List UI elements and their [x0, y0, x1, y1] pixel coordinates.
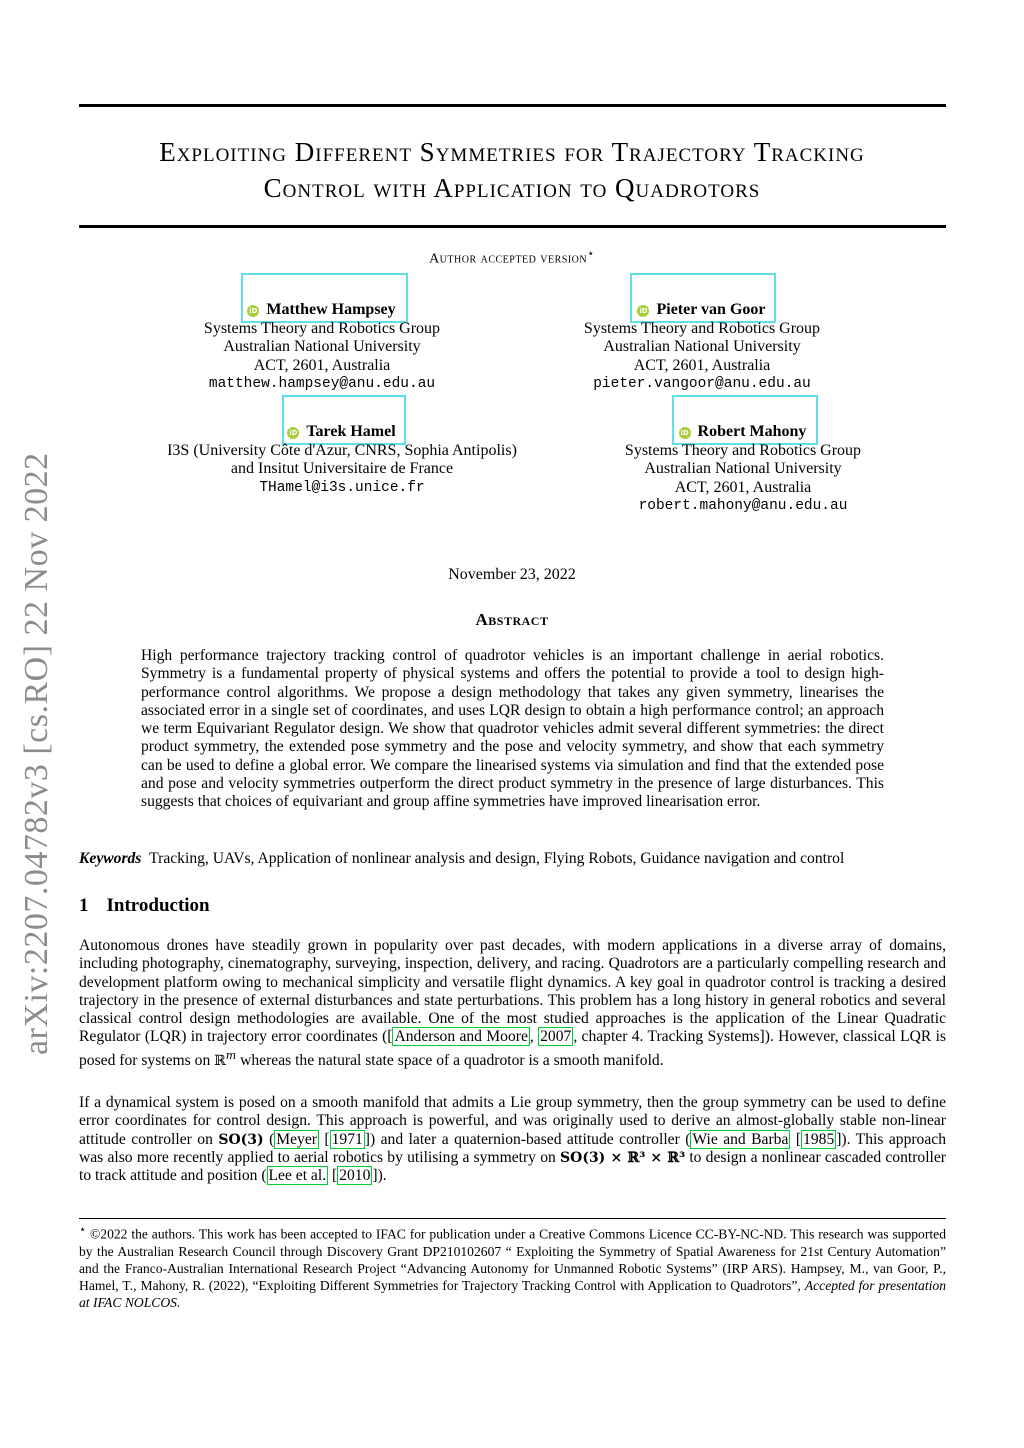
math-exponent: m	[225, 1048, 237, 1062]
author-affiliation: ACT, 2601, Australia	[633, 356, 771, 374]
footnote	[79, 1222, 946, 1312]
citation-year-link[interactable]: 2010	[339, 1167, 371, 1185]
keywords-label: Keywords	[79, 850, 142, 867]
orcid-icon[interactable]: iD	[289, 429, 298, 437]
author-email[interactable]: pieter.vangoor@anu.edu.au	[593, 376, 811, 392]
author-block-mahony	[571, 423, 915, 516]
citation-year-link[interactable]: 1985	[803, 1130, 835, 1148]
author-email[interactable]: THamel@i3s.unice.fr	[259, 479, 425, 496]
author-block-van-goor	[530, 301, 874, 394]
citation-year-link[interactable]: 2007	[540, 1028, 572, 1046]
author-affiliation: ACT, 2601, Australia	[253, 356, 391, 374]
author-name[interactable]: Matthew Hampsey	[266, 301, 396, 318]
paragraph-text: , chapter 4. Tracking Systems]). However, classical LQR is posed for systems on	[79, 1028, 946, 1069]
author-block-hamel	[122, 423, 562, 497]
citation-link[interactable]: Wie and Barba	[692, 1130, 789, 1148]
paragraph-text: whereas the natural state space of a quadrotor is a smooth manifold.	[236, 1051, 664, 1069]
citation-year-link[interactable]: 1971	[331, 1130, 363, 1148]
citation-link[interactable]: Meyer	[276, 1130, 317, 1148]
arxiv-stamp: arXiv:2207.04782v3 [cs.RO] 22 Nov 2022	[18, 452, 55, 1055]
author-affiliation: I3S (University Côte d'Azur, CNRS, Sophia Antipolis)	[167, 441, 517, 459]
author-name[interactable]: Pieter van Goor	[656, 301, 766, 318]
footnote-text: ©2022 the authors. This work has been accepted to IFAC for publication under a Creative Commons Licence CC-BY-NC-ND. This research was supported by the Australian Research Council through Discovery Grant DP210102607 “ Exploiting the Symmetry of Spatial Awareness for 21st Century Automation” and the Franco-Australian International Research Project “Advancing Autonomy for Unmanned Robotic Systems” (IRP ARS). Hampsey, M., van Goor, P., Hamel, T., Mahony, R. (2022), “Exploiting Different Symmetries for Trajectory Tracking Control with Application to Quadrotors”,	[79, 1226, 946, 1294]
math-so3: SO(3)	[218, 1131, 264, 1148]
math-group: SO(3) × ℝ³ × ℝ³	[560, 1149, 686, 1166]
paper-date: November 23, 2022	[448, 566, 576, 583]
version-note	[0, 246, 1024, 268]
intro-paragraph-1	[79, 937, 946, 1070]
author-affiliation: Systems Theory and Robotics Group	[583, 319, 821, 337]
author-name[interactable]: Tarek Hamel	[306, 423, 396, 440]
keywords-text: Tracking, UAVs, Application of nonlinear analysis and design, Flying Robots, Guidance navigation and control	[149, 850, 845, 867]
orcid-icon[interactable]: iD	[680, 429, 689, 437]
paragraph-text: ]).	[372, 1167, 387, 1185]
top-rule	[79, 104, 946, 107]
paragraph-text: If a dynamical system is posed on a smooth manifold that admits a Lie group symmetry, then the group symmetry can be used to define error coordinates for control design. This approach is powerful, and was originally used to derive an almost-globally stable non-linear attitude controller on	[79, 1094, 946, 1148]
title-bottom-rule	[79, 225, 946, 228]
section-title: Introduction	[106, 895, 210, 916]
paragraph-text: ]). This approach was also more recently applied to aerial robotics by utilising a symmetry on	[79, 1130, 946, 1166]
footnote-venue: Accepted for presentation at IFAC NOLCOS.	[79, 1278, 946, 1311]
paragraph-text: ,	[529, 1028, 534, 1046]
author-affiliation: and Insitut Universitaire de France	[230, 460, 454, 477]
abstract-text: High performance trajectory tracking control of quadrotor vehicles is an important challenge in aerial robotics. Symmetry is a fundamental property of physical systems and offers the potential to provide a tool to design high-performance control algorithms. We propose a design methodology that takes any given symmetry, linearises the associated error in a single set of coordinates, and uses LQR design to obtain a high performance control; an approach we term Equivariant Regulator design. We show that quadrotor vehicles admit several different symmetries: the direct product symmetry, the extended pose symmetry and the pose and velocity symmetry, and show that each symmetry can be used to define a global error. We compare the linearised systems via simulation and find that the extended pose and pose and velocity symmetries outperform the direct product symmetry in the presence of large disturbances. This suggests that choices of equivariant and group affine symmetries have improved linearisation error.	[141, 647, 884, 811]
author-affiliation: Systems Theory and Robotics Group	[203, 319, 441, 337]
paper-title	[60, 134, 964, 206]
orcid-icon[interactable]: iD	[249, 307, 258, 315]
title-line-2: Control with Application to Quadrotors	[263, 173, 761, 203]
math-reals: ℝ	[214, 1052, 226, 1069]
paragraph-text: ]) and later a quaternion-based attitude controller (	[364, 1130, 691, 1148]
paragraph-text: (	[263, 1130, 275, 1148]
author-affiliation: ACT, 2601, Australia	[674, 478, 812, 496]
author-affiliation: Australian National University	[603, 338, 801, 355]
author-affiliation: Systems Theory and Robotics Group	[624, 441, 862, 459]
footnote-mark: ⋆	[79, 1224, 87, 1236]
footnote-rule	[79, 1218, 946, 1219]
title-line-1: Exploiting Different Symmetries for Trajectory Tracking	[159, 137, 865, 167]
author-email[interactable]: robert.mahony@anu.edu.au	[638, 498, 848, 514]
paragraph-text: to design a nonlinear cascaded controller to track attitude and position (	[79, 1148, 946, 1185]
section-heading	[79, 895, 210, 917]
author-affiliation: Australian National University	[644, 460, 842, 477]
author-affiliation: Australian National University	[223, 338, 421, 355]
citation-link[interactable]: Lee et al.	[268, 1167, 327, 1185]
author-email[interactable]: matthew.hampsey@anu.edu.au	[208, 376, 436, 392]
citation-link[interactable]: Anderson and Moore	[394, 1028, 528, 1046]
abstract-heading: Abstract	[475, 610, 549, 629]
paragraph-text: Autonomous drones have steadily grown in popularity over past decades, with modern applications in a diverse array of domains, including photography, cinematography, surveying, inspection, delivery, and racing. Quadrotors are a particularly compelling research and development platform owing to mechanical simplicity and versatile flight dynamics. A key goal in quadrotor control is tracking a desired trajectory in the presence of external disturbances and state perturbations. This problem has a long history in general robotics and several classical control design methodologies are available. One of the most studied approaches is the application of the Linear Quadratic Regulator (LQR) in trajectory error coordinates ([	[79, 937, 946, 1046]
author-block-hampsey	[150, 301, 494, 394]
section-number: 1	[79, 895, 89, 916]
version-footnote-mark: ⋆	[587, 247, 595, 260]
keywords	[79, 850, 959, 868]
author-name[interactable]: Robert Mahony	[697, 423, 807, 440]
version-label: Author accepted version	[429, 251, 588, 267]
intro-paragraph-2: If a dynamical system is posed on a smooth manifold that admits a Lie group symmetry, then the group symmetry can be used to define error coordinates for control design. This approach is powerful, and was originally used to derive an almost-globally stable non-linear attitude controller on SO(3) ( Meyer [ 1971 ]) and later a quaternion-based attitude controller ( Wie and Barba [ 1985 ]). This approach was also more recently applied to aerial robotics by utilising a symmetry on SO(3) × ℝ³ × ℝ³ to design a nonlinear cascaded controller to track attitude and position ( Lee et al. [ 2010 ]).	[79, 1094, 946, 1185]
orcid-icon[interactable]: iD	[639, 307, 648, 315]
